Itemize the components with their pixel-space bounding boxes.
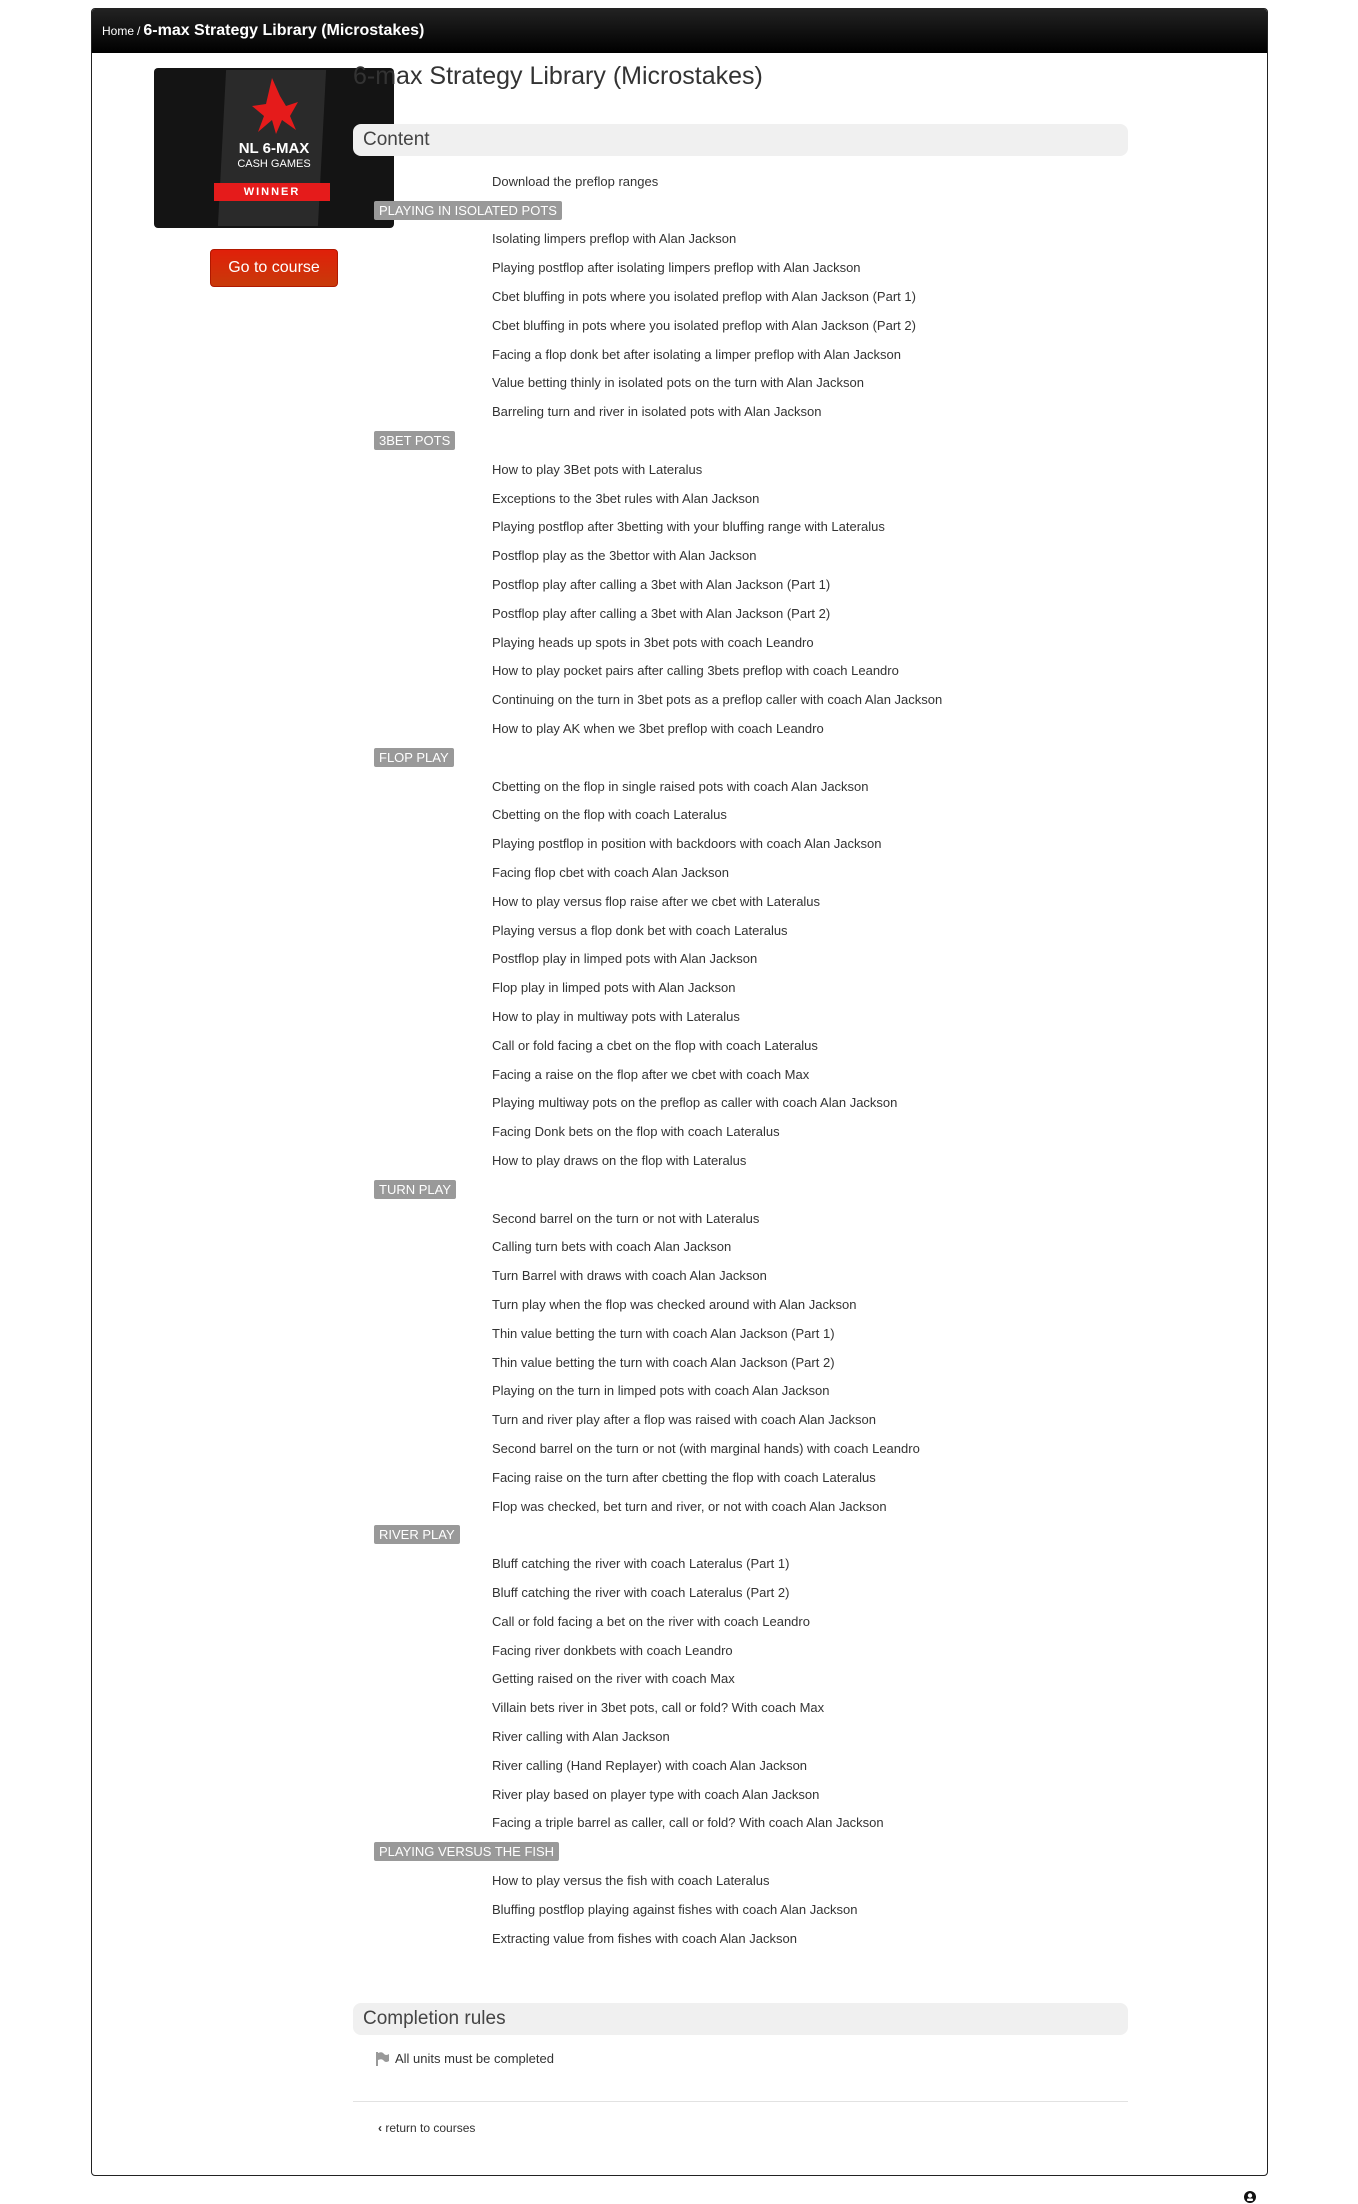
- lesson-link[interactable]: Call or fold facing a bet on the river with coach Leandro: [492, 1613, 810, 1629]
- lesson-link[interactable]: Flop play in limped pots with Alan Jackson: [492, 980, 736, 996]
- lesson-link[interactable]: Turn Barrel with draws with coach Alan Jackson: [492, 1268, 767, 1284]
- content-heading: Content: [353, 124, 1128, 156]
- lesson-link[interactable]: Thin value betting the turn with coach Alan Jackson (Part 1): [492, 1325, 835, 1341]
- lesson-link[interactable]: How to play versus flop raise after we cbet with Lateralus: [492, 893, 821, 909]
- section-header: [353, 196, 1128, 225]
- chevron-left-icon: ‹: [378, 2121, 382, 2135]
- list-item: [353, 1549, 1128, 1578]
- list-item: [353, 945, 1128, 974]
- section-header: [353, 1175, 1128, 1204]
- lesson-link[interactable]: Facing flop cbet with coach Alan Jackson: [492, 865, 730, 881]
- list-item: [353, 513, 1128, 542]
- completion-rule-text: All units must be completed: [395, 2051, 554, 2066]
- list-item: [353, 1405, 1128, 1434]
- section-header: [353, 1837, 1128, 1866]
- section-badge: PLAYING VERSUS THE FISH: [374, 1842, 559, 1861]
- list-item: [353, 1808, 1128, 1837]
- list-item: [353, 1693, 1128, 1722]
- section-header: [353, 426, 1128, 455]
- lesson-link[interactable]: Download the preflop ranges: [492, 173, 659, 189]
- list-item: [353, 1232, 1128, 1261]
- list-item: [353, 714, 1128, 743]
- section-badge: RIVER PLAY: [374, 1525, 460, 1544]
- lesson-link[interactable]: Cbetting on the flop in single raised pots with coach Alan Jackson: [492, 778, 869, 794]
- lesson-link[interactable]: River calling (Hand Replayer) with coach Alan Jackson: [492, 1757, 808, 1773]
- lesson-link[interactable]: Playing postflop after 3betting with your bluffing range with Lateralus: [492, 519, 885, 535]
- page-title: 6-max Strategy Library (Microstakes): [353, 62, 763, 90]
- list-item: [353, 1578, 1128, 1607]
- lesson-link[interactable]: Value betting thinly in isolated pots on the turn with Alan Jackson: [492, 375, 864, 391]
- list-item: [353, 685, 1128, 714]
- list-item: [353, 311, 1128, 340]
- lesson-link[interactable]: Cbetting on the flop with coach Lateralus: [492, 807, 727, 823]
- lesson-link[interactable]: Turn play when the flop was checked around with Alan Jackson: [492, 1296, 857, 1312]
- lesson-link[interactable]: Facing a raise on the flop after we cbet with coach Max: [492, 1066, 810, 1082]
- list-item: [353, 1924, 1128, 1953]
- logo-badge: WINNER: [214, 183, 330, 201]
- list-item: [353, 772, 1128, 801]
- list-item: [353, 484, 1128, 513]
- lesson-link[interactable]: Barreling turn and river in isolated pots with Alan Jackson: [492, 404, 822, 420]
- list-item: [353, 916, 1128, 945]
- list-item: [353, 1463, 1128, 1492]
- list-item: [353, 657, 1128, 686]
- lesson-link[interactable]: Calling turn bets with coach Alan Jackson: [492, 1239, 732, 1255]
- lesson-link[interactable]: Playing multiway pots on the preflop as caller with coach Alan Jackson: [492, 1095, 898, 1111]
- list-item: [353, 801, 1128, 830]
- list-item: [353, 858, 1128, 887]
- lesson-link[interactable]: How to play AK when we 3bet preflop with coach Leandro: [492, 721, 824, 737]
- lesson-link[interactable]: How to play 3Bet pots with Lateralus: [492, 461, 703, 477]
- list-item: [353, 1780, 1128, 1809]
- lesson-link[interactable]: Bluffing postflop playing against fishes with coach Alan Jackson: [492, 1901, 858, 1917]
- list-item: [353, 1060, 1128, 1089]
- lesson-link[interactable]: Second barrel on the turn or not (with marginal hands) with coach Leandro: [492, 1440, 920, 1456]
- list-item: [353, 1895, 1128, 1924]
- return-to-courses-link[interactable]: [378, 2121, 475, 2135]
- lesson-link[interactable]: How to play in multiway pots with Lateralus: [492, 1009, 740, 1024]
- lesson-link[interactable]: Turn and river play after a flop was raised with coach Alan Jackson: [492, 1412, 876, 1428]
- list-item: [353, 1434, 1128, 1463]
- list-item: [353, 829, 1128, 858]
- lesson-link[interactable]: How to play draws on the flop with Lateralus: [492, 1152, 747, 1168]
- list-item: [353, 1146, 1128, 1175]
- list-item: [353, 1290, 1128, 1319]
- list-item: [353, 1636, 1128, 1665]
- list-item: [353, 541, 1128, 570]
- lesson-link[interactable]: River calling with Alan Jackson: [492, 1728, 670, 1744]
- lesson-link[interactable]: Facing Donk bets on the flop with coach Lateralus: [492, 1124, 780, 1140]
- list-item: [353, 1117, 1128, 1146]
- go-to-course-button[interactable]: Go to course: [210, 249, 338, 287]
- logo-subtitle: CASH GAMES: [237, 158, 311, 170]
- completion-heading: Completion rules: [353, 2003, 1128, 2035]
- list-item: [353, 225, 1128, 254]
- list-item: [353, 1722, 1128, 1751]
- lesson-link[interactable]: Postflop play after calling a 3bet with Alan Jackson (Part 1): [492, 577, 831, 593]
- list-item: [353, 1376, 1128, 1405]
- lesson-link[interactable]: Postflop play after calling a 3bet with Alan Jackson (Part 2): [492, 605, 831, 621]
- breadcrumb-separator: /: [137, 24, 141, 38]
- lesson-link[interactable]: Extracting value from fishes with coach Alan Jackson: [492, 1930, 797, 1946]
- list-item: [353, 599, 1128, 628]
- lesson-link[interactable]: River play based on player type with coach Alan Jackson: [492, 1786, 820, 1802]
- list-item: [353, 887, 1128, 916]
- section-header: [353, 1520, 1128, 1549]
- divider: [353, 2101, 1128, 2102]
- lesson-link[interactable]: Cbet bluffing in pots where you isolated preflop with Alan Jackson (Part 2): [492, 317, 916, 333]
- lesson-link[interactable]: Second barrel on the turn or not with Lateralus: [492, 1210, 760, 1226]
- lesson-link[interactable]: Playing on the turn in limped pots with coach Alan Jackson: [492, 1383, 830, 1399]
- list-item: [353, 1492, 1128, 1521]
- logo-title: NL 6-MAX: [238, 140, 310, 157]
- lesson-link[interactable]: Postflop play in limped pots with Alan Jackson: [492, 951, 758, 967]
- list-item: [353, 369, 1128, 398]
- list-item: [353, 1348, 1128, 1377]
- section-badge: FLOP PLAY: [374, 748, 454, 767]
- lesson-link[interactable]: Playing postflop after isolating limpers preflop with Alan Jackson: [492, 260, 861, 276]
- breadcrumb: [92, 9, 1267, 53]
- list-item: [353, 628, 1128, 657]
- content-list: [353, 167, 1128, 1952]
- list-item: [353, 167, 1128, 196]
- lesson-link[interactable]: Getting raised on the river with coach Max: [492, 1671, 735, 1687]
- flag-icon: [375, 2052, 389, 2066]
- lesson-link[interactable]: Playing versus a flop donk bet with coach Lateralus: [492, 922, 788, 938]
- list-item: [353, 340, 1128, 369]
- lesson-link[interactable]: Continuing on the turn in 3bet pots as a preflop caller with coach Alan Jackson: [492, 692, 943, 708]
- lesson-link[interactable]: Exceptions to the 3bet rules with Alan Jackson: [492, 490, 760, 506]
- breadcrumb-current: 6-max Strategy Library (Microstakes): [143, 22, 425, 39]
- shark-icon: [246, 76, 302, 138]
- lesson-link[interactable]: Bluff catching the river with coach Lateralus (Part 2): [492, 1584, 790, 1600]
- lesson-link[interactable]: Villain bets river in 3bet pots, call or fold? With coach Max: [492, 1700, 825, 1716]
- lesson-link[interactable]: Bluff catching the river with coach Lateralus (Part 1): [492, 1556, 790, 1572]
- list-item: [353, 1261, 1128, 1290]
- lesson-link[interactable]: Facing raise on the turn after cbetting the flop with coach Lateralus: [492, 1469, 876, 1485]
- list-item: [353, 1031, 1128, 1060]
- list-item: [353, 397, 1128, 426]
- list-item: [353, 1089, 1128, 1118]
- section-badge: TURN PLAY: [374, 1180, 456, 1199]
- lesson-link[interactable]: Thin value betting the turn with coach Alan Jackson (Part 2): [492, 1354, 835, 1370]
- list-item: [353, 973, 1128, 1002]
- return-link-text[interactable]: return to courses: [385, 2121, 476, 2135]
- section-badge: PLAYING IN ISOLATED POTS: [374, 201, 562, 220]
- lesson-link[interactable]: Flop was checked, bet turn and river, or not with coach Alan Jackson: [492, 1498, 887, 1514]
- lesson-link[interactable]: Postflop play as the 3bettor with Alan Jackson: [492, 548, 757, 564]
- list-item: [353, 1866, 1128, 1895]
- list-item: [353, 1319, 1128, 1348]
- list-item: [353, 1002, 1128, 1031]
- lesson-link[interactable]: Playing heads up spots in 3bet pots with coach Leandro: [492, 634, 814, 650]
- list-item: [353, 570, 1128, 599]
- lesson-link[interactable]: Call or fold facing a cbet on the flop with coach Lateralus: [492, 1037, 818, 1053]
- lesson-link[interactable]: How to play pocket pairs after calling 3bets preflop with coach Leandro: [492, 663, 899, 679]
- list-item: [353, 1751, 1128, 1780]
- lesson-link[interactable]: Facing a flop donk bet after isolating a limper preflop with Alan Jackson: [492, 346, 902, 362]
- lesson-link[interactable]: Isolating limpers preflop with Alan Jackson: [492, 231, 737, 247]
- breadcrumb-home-link[interactable]: Home: [102, 24, 135, 38]
- lesson-link[interactable]: Playing postflop in position with backdoors with coach Alan Jackson: [492, 836, 882, 852]
- list-item: [353, 253, 1128, 282]
- lesson-link[interactable]: Facing river donkbets with coach Leandro: [492, 1642, 733, 1658]
- lesson-link[interactable]: How to play versus the fish with coach Lateralus: [492, 1872, 770, 1888]
- list-item: [353, 455, 1128, 484]
- lesson-link[interactable]: Facing a triple barrel as caller, call or fold? With coach Alan Jackson: [492, 1815, 884, 1831]
- list-item: [353, 1664, 1128, 1693]
- section-header: [353, 743, 1128, 772]
- lesson-link[interactable]: Cbet bluffing in pots where you isolated preflop with Alan Jackson (Part 1): [492, 289, 916, 305]
- section-badge: 3BET POTS: [374, 431, 455, 450]
- list-item: [353, 282, 1128, 311]
- list-item: [353, 1204, 1128, 1233]
- list-item: [353, 1607, 1128, 1636]
- completion-rule: [375, 2051, 554, 2066]
